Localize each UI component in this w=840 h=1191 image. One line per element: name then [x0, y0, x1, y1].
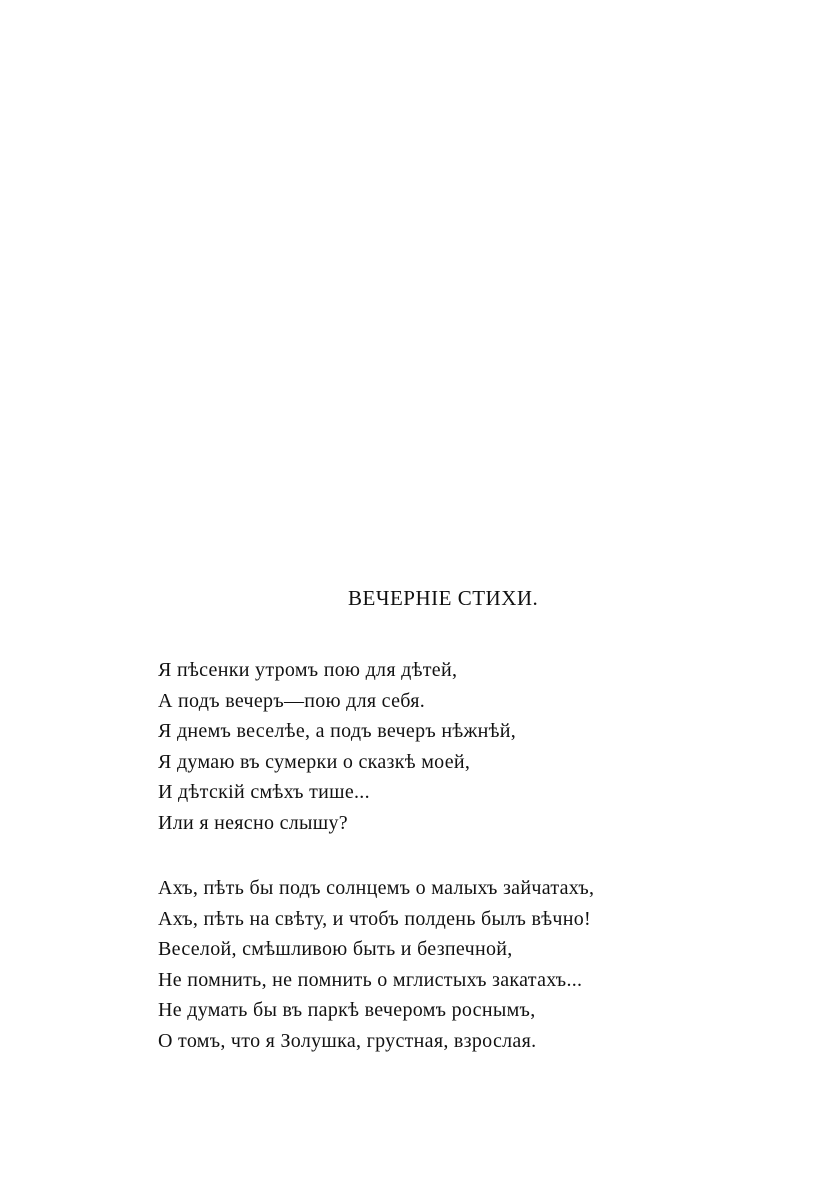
poem-line: Я пѣсенки утромъ пою для дѣтей,: [158, 659, 458, 681]
poem-line: Ахъ, пѣть на свѣту, и чтобъ полдень былъ вѣчно!: [158, 907, 591, 930]
poem-line: Не помнить, не помнить о мглистыхъ закатахъ...: [158, 968, 583, 991]
poem-line: А подъ вечеръ—пою для себя.: [158, 689, 426, 712]
poem-line: Ахъ, пѣть бы подъ солнцемъ о малыхъ зайчатахъ,: [158, 877, 595, 899]
poem-line: Веселой, смѣшливою быть и безпечной,: [158, 938, 513, 960]
poem-line: О томъ, что я Золушка, грустная, взрослая.: [158, 1029, 537, 1052]
poem-line: Не думать бы въ паркѣ вечеромъ роснымъ,: [158, 999, 536, 1021]
stanza-2: [158, 873, 594, 1056]
stanza-1: [158, 655, 516, 838]
poem-line: Я думаю въ сумерки о сказкѣ моей,: [158, 750, 471, 773]
poem-line: И дѣтскій смѣхъ тише...: [158, 781, 370, 803]
poem-title: ВЕЧЕРНІЕ СТИХИ.: [348, 586, 539, 610]
poem-line: Или я неясно слышу?: [158, 811, 348, 834]
poem-line: Я днемъ веселѣе, а подъ вечеръ нѣжнѣй,: [158, 720, 517, 742]
